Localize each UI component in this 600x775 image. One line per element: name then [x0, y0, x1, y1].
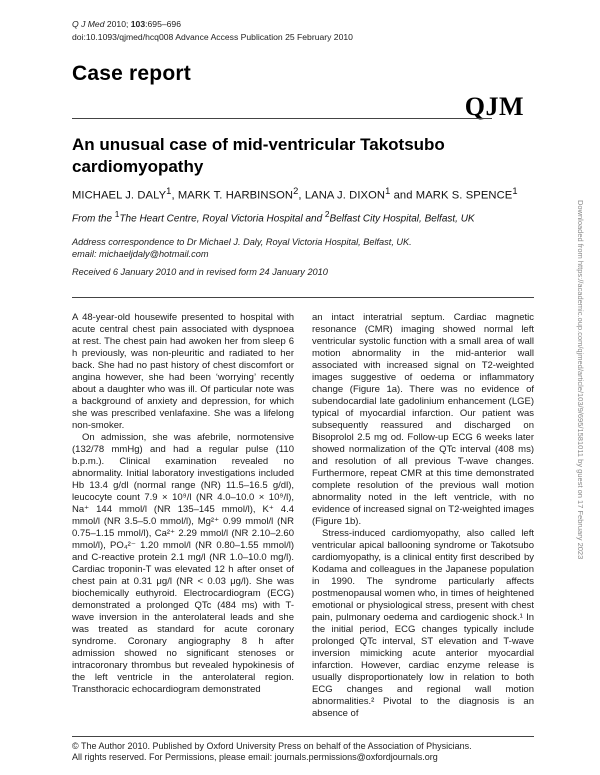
author-affiliation-mark: 1	[385, 186, 391, 196]
journal-year: 2010;	[106, 19, 129, 29]
permissions-line: All rights reserved. For Permissions, please email: journals.permissions@oxfordjournals.org	[72, 752, 438, 762]
journal-logo: QJM	[464, 92, 524, 121]
download-watermark	[575, 200, 589, 620]
author-affiliation-mark: 2	[293, 186, 299, 196]
journal-pages: :695–696	[145, 19, 181, 29]
affiliation-prefix: From the	[72, 213, 115, 225]
section-label: Case report	[72, 62, 191, 85]
journal-volume: 103	[130, 19, 146, 29]
doi-line: doi:10.1093/qjmed/hcq008 Advance Access Publication 25 February 2010	[72, 32, 353, 42]
affiliation-text: The Heart Centre, Royal Victoria Hospital and	[119, 213, 325, 225]
footer-divider	[72, 736, 534, 737]
body-divider	[72, 297, 534, 298]
author-name: MICHAEL J. DALY	[72, 189, 167, 202]
received-dates: Received 6 January 2010 and in revised form 24 January 2010	[72, 267, 328, 277]
correspondence-email: email: michaeljdaly@hotmail.com	[72, 249, 209, 259]
body-column-right	[312, 312, 534, 720]
copyright-footer	[72, 741, 472, 763]
affiliation-text: Belfast City Hospital, Belfast, UK	[329, 213, 475, 225]
affiliation	[72, 209, 475, 224]
affiliation-mark: 1	[114, 209, 120, 219]
correspondence-address: Address correspondence to Dr Michael J. Daly, Royal Victoria Hospital, Belfast, UK.	[72, 237, 412, 247]
copyright-line: © The Author 2010. Published by Oxford University Press on behalf of the Association of Physicians.	[72, 741, 472, 751]
correspondence	[72, 236, 412, 260]
affiliation-mark: 2	[324, 209, 330, 219]
author-affiliation-mark: 1	[512, 186, 518, 196]
body-paragraph: On admission, she was afebrile, normotensive (132/78 mmHg) and had a regular pulse (110 b.p.m.). Clinical examination revealed no abnormality. Initial laboratory investigations included Hb 13.4 g/dl (normal range (NR) 11.5–16.5 g/dl), leucocyte count 7.9 × 10⁹/l (NR 4.0–10.0 × 10⁹/l), Na⁺ 144 mmol/l (NR 135–145 mmol/l), K⁺ 4.4 mmol/l (NR 3.5–5.0 mmol/l), Mg²⁺ 0.99 mmol/l (NR 0.75–1.15 mmol/l), Ca²⁺ 2.29 mmol/l (NR 2.10–2.60 mmol/l), PO₄²⁻ 1.20 mmol/l (NR 0.80–1.55 mmol/l) and C-reactive protein 2.1 mg/l (NR 1.0–10.0 mg/l). Cardiac troponin-T was elevated 12 h after onset of chest pain at 0.31 μg/l (NR < 0.03 μg/l). She was biochemically euthyroid. Electrocardiogram (ECG) demonstrated a prolonged QTc (484 ms) with T-wave inversion in the anterolateral leads and she was treated as standard for acute coronary syndrome. Coronary angiography 8 h after admission showed no significant stenoses or intracoronary thrombus but revealed hypokinesis of the left ventricle in the anterolateral region. Transthoracic echocardiogram demonstrated	[72, 432, 294, 695]
author-affiliation-mark: 1	[166, 186, 172, 196]
body-paragraph: Stress-induced cardiomyopathy, also called left ventricular apical ballooning syndrome or Takotsubo cardiomyopathy, is a clinical entity first described by Kodama and colleagues in the Japanese population in 1990. The syndrome particularly affects postmenopausal women who, in times of heightened emotional or physiological stress, present with chest pain, pulmonary oedema and cardiogenic shock.¹ In the initial period, ECG changes typically include prolonged QTc interval, ST elevation and T-wave inversion mimicking acute anterior myocardial infarction. However, cardiac enzyme release is usually disproportionately low in relation to both ECG changes and regional wall motion abnormalities.² Pivotal to the diagnosis is an absence of	[312, 528, 534, 719]
journal-citation	[72, 18, 353, 44]
body-column-left	[72, 312, 294, 696]
author-list: MICHAEL J. DALY$^1$, MARK T. HARBINSON$^2$, LANA J. DIXON$^1$ and MARK S. SPENCE$^1$	[72, 186, 518, 202]
author-name: LANA J. DIXON	[304, 189, 386, 202]
author-name: MARK S. SPENCE	[415, 189, 513, 202]
watermark-text: Downloaded from https://academic.oup.com/qjmed/article/103/9/695/1581011 by guest on 17 February 2023	[576, 200, 585, 560]
author-name: MARK T. HARBINSON	[177, 189, 294, 202]
body-paragraph: an intact interatrial septum. Cardiac magnetic resonance (CMR) imaging showed normal left ventricular systolic function with a small area of wall motion abnormality in the mid-anterior wall associated with increased signal on T2-weighted images suggestive of oedema or inflammatory change (Figure 1a). There was no evidence of subendocardial late gadolinium enhancement (LGE) typical of myocardial infarction. Our patient was subsequently reassured and discharged on Bisoprolol 2.5 mg od. Follow-up ECG 6 weeks later showed normalization of the QTc interval (408 ms) and resolution of all previous T-wave changes. Furthermore, repeat CMR at this time demonstrated complete resolution of the previous wall motion abnormality noted in the left ventricle, with no evidence of increased signal on T2-weighted images (Figure 1b).	[312, 312, 534, 527]
article-title: An unusual case of mid-ventricular Takotsubo cardiomyopathy	[72, 135, 445, 176]
body-paragraph: A 48-year-old housewife presented to hospital with acute central chest pain associated with dyspnoea at rest. The chest pain had awoken her from sleep 6 h previously, was non-pleuritic and radiated to her back. She had no past history of chest discomfort or angina however, she had been ‘worrying’ recently about a daughter who was ill. Of particular note was a background of anxiety and depression, for which she was prescribed venlafaxine. She was a lifelong non-smoker.	[72, 312, 294, 431]
title-divider	[72, 118, 492, 119]
journal-abbrev: Q J Med	[72, 19, 105, 29]
